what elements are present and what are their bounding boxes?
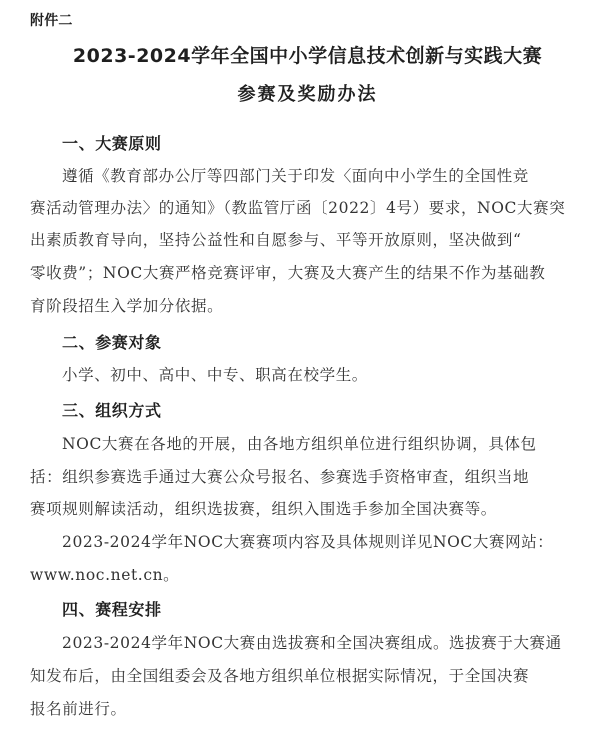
- website-line: www.noc.net.cn。: [30, 566, 180, 584]
- paragraph-line: 育阶段招生入学加分依据。: [30, 297, 224, 315]
- paragraph-line: 赛活动管理办法〉的通知》（教监管厅函〔2022〕4号）要求，NOC大赛突: [30, 199, 566, 217]
- paragraph-line: NOC大赛在各地的开展，由各地方组织单位进行组织协调，具体包: [62, 435, 537, 453]
- section-heading-participants: 二、参赛对象: [62, 333, 162, 352]
- paragraph-line: 零收费”；NOC大赛严格竞赛评审，大赛及大赛产生的结果不作为基础教: [30, 264, 546, 282]
- paragraph-line: 遵循《教育部办公厅等四部门关于印发〈面向中小学生的全国性竞: [62, 167, 529, 185]
- document-subtitle: 参赛及奖励办法: [237, 84, 378, 105]
- paragraph-line: 报名前进行。: [30, 700, 127, 718]
- section-heading-principles: 一、大赛原则: [62, 134, 162, 153]
- paragraph-line: 小学、初中、高中、中专、职高在校学生。: [62, 366, 368, 384]
- document-title: 2023-2024学年全国中小学信息技术创新与实践大赛: [72, 45, 543, 67]
- section-heading-schedule: 四、赛程安排: [62, 600, 162, 619]
- paragraph-line: 括：组织参赛选手通过大赛公众号报名、参赛选手资格审查，组织当地: [30, 468, 530, 486]
- paragraph-line: 赛项规则解读活动，组织选拔赛，组织入围选手参加全国决赛等。: [30, 500, 497, 518]
- paragraph-line: 出素质教育导向，坚持公益性和自愿参与、平等开放原则，坚决做到“: [30, 231, 522, 249]
- attachment-label: 附件二: [30, 13, 73, 29]
- paragraph-line: 知发布后，由全国组委会及各地方组织单位根据实际情况，于全国决赛: [30, 667, 530, 685]
- paragraph-line: 2023-2024学年NOC大赛由选拔赛和全国决赛组成。选拔赛于大赛通: [62, 634, 562, 652]
- section-heading-organization: 三、组织方式: [62, 401, 162, 420]
- paragraph-line: 2023-2024学年NOC大赛赛项内容及具体规则详见NOC大赛网站：: [62, 533, 554, 551]
